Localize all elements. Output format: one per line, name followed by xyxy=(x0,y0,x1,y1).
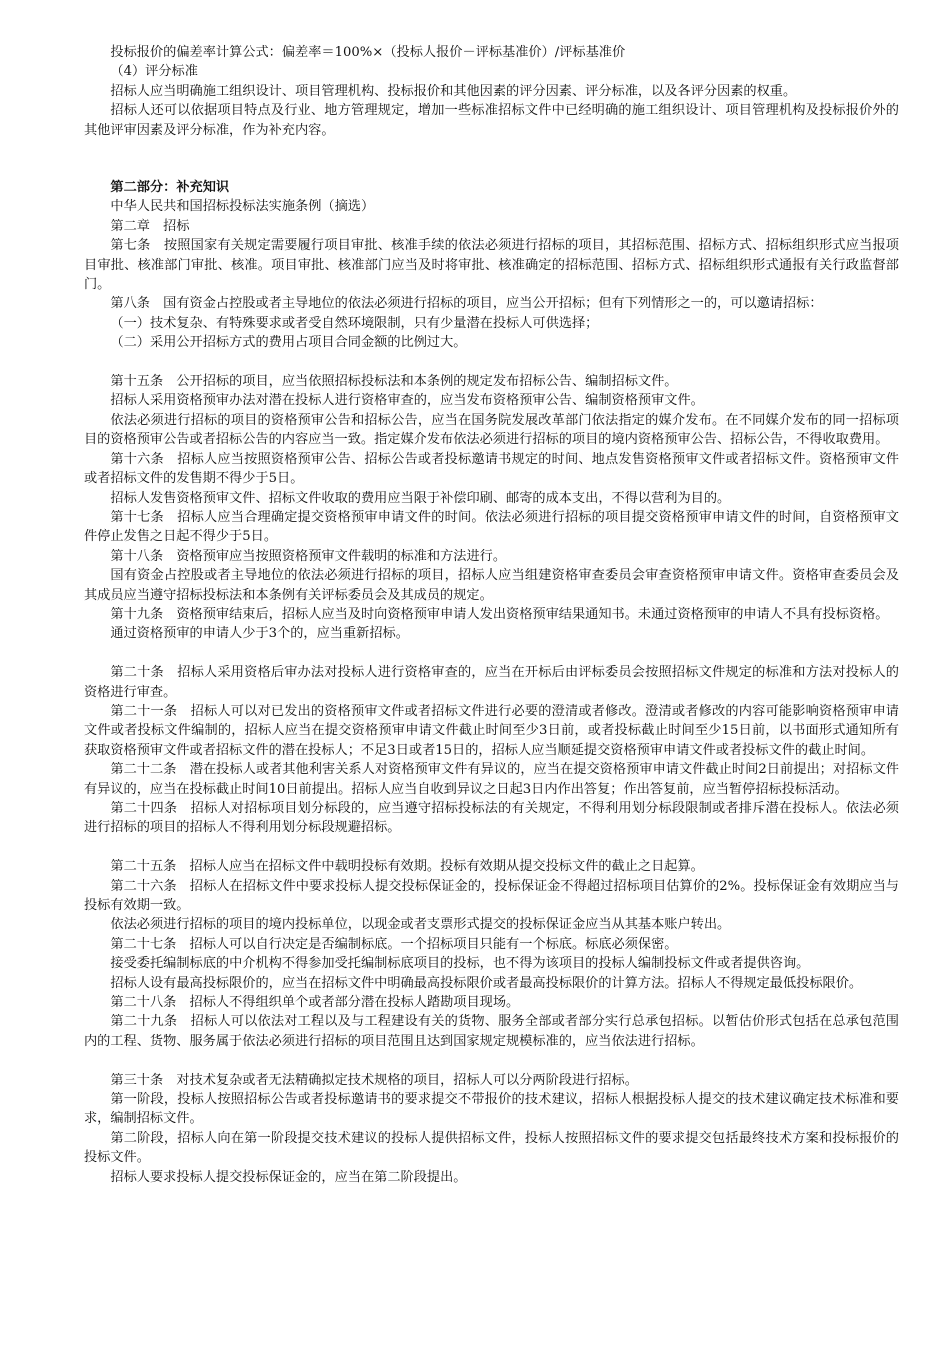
spacer xyxy=(84,1051,899,1070)
article-22: 第二十二条 潜在投标人或者其他利害关系人对资格预审文件有异议的，应当在提交资格预审申请文件截止时间2日前提出；对招标文件有异议的，应当在投标截止时间10日前提出。招标人应当自收到异议之日起3日内作出答复；作出答复前，应当暂停招标投标活动。 xyxy=(84,762,899,797)
article-8-item-2: （二）采用公开招标方式的费用占项目合同金额的比例过大。 xyxy=(110,335,467,351)
article-15: 第十五条 公开招标的项目，应当依照招标投标法和本条例的规定发布招标公告、编制招标文件。 xyxy=(110,374,678,390)
article-25: 第二十五条 招标人应当在招标文件中载明投标有效期。投标有效期从提交投标文件的截止之日起算。 xyxy=(110,859,704,875)
paragraph: 依法必须进行招标的项目的境内投标单位，以现金或者支票形式提交的投标保证金应当从其基本账户转出。 xyxy=(110,917,731,933)
paragraph: 招标人还可以依据项目特点及行业、地方管理规定，增加一些标准招标文件中已经明确的施工组织设计、项目管理机构及投标报价外的其他评审因素及评分标准，作为补充内容。 xyxy=(84,103,899,138)
section-heading: 第二部分：补充知识 xyxy=(110,180,230,196)
paragraph: 招标人采用资格预审办法对潜在投标人进行资格审查的，应当发布资格预审公告、编制资格预审文件。 xyxy=(110,393,704,409)
paragraph: 招标人设有最高投标限价的，应当在招标文件中明确最高投标限价或者最高投标限价的计算方法。招标人不得规定最低投标限价。 xyxy=(110,975,863,991)
spacer xyxy=(84,353,899,372)
spacer xyxy=(84,140,899,178)
paragraph: 第二阶段，招标人向在第一阶段提交技术建议的投标人提供招标文件，投标人按照招标文件的要求提交包括最终技术方案和投标报价的投标文件。 xyxy=(84,1130,899,1166)
article-8: 第八条 国有资金占控股或者主导地位的依法必须进行招标的项目，应当公开招标；但有下列情形之一的，可以邀请招标： xyxy=(110,296,823,312)
paragraph: 通过资格预审的申请人少于3个的，应当重新招标。 xyxy=(110,626,409,642)
article-18: 第十八条 资格预审应当按照资格预审文件载明的标准和方法进行。 xyxy=(110,548,507,564)
paragraph: 招标人应当明确施工组织设计、项目管理机构、投标报价和其他因素的评分因素、评分标准，以及各评分因素的权重。 xyxy=(110,83,797,99)
paragraph: 投标报价的偏差率计算公式：偏差率＝100%×（投标人报价－评标基准价）/评标基准价 xyxy=(110,45,626,60)
paragraph: 招标人要求投标人提交投标保证金的，应当在第二阶段提出。 xyxy=(110,1169,467,1185)
chapter-title: 第二章 招标 xyxy=(110,218,190,234)
article-20: 第二十条 招标人采用资格后审办法对投标人进行资格审查的，应当在开标后由评标委员会按照招标文件规定的标准和方法对投标人的资格进行审查。 xyxy=(84,665,899,700)
article-24: 第二十四条 招标人对招标项目划分标段的，应当遵守招标投标法的有关规定，不得利用划分标段限制或者排斥潜在投标人。依法必须进行招标的项目的招标人不得利用划分标段规避招标。 xyxy=(84,801,899,836)
paragraph: 接受委托编制标底的中介机构不得参加受托编制标底项目的投标，也不得为该项目的投标人编制投标文件或者提供咨询。 xyxy=(110,956,810,972)
article-19: 第十九条 资格预审结束后，招标人应当及时向资格预审申请人发出资格预审结果通知书。未通过资格预审的申请人不具有投标资格。 xyxy=(110,606,889,622)
article-26: 第二十六条 招标人在招标文件中要求投标人提交投标保证金的，投标保证金不得超过招标项目估算价的2%。投标保证金有效期应当与投标有效期一致。 xyxy=(84,878,899,914)
article-30: 第三十条 对技术复杂或者无法精确拟定技术规格的项目，招标人可以分两阶段进行招标。 xyxy=(110,1072,638,1088)
spacer xyxy=(84,838,899,857)
document-page xyxy=(84,43,899,1187)
article-28: 第二十八条 招标人不得组织单个或者部分潜在投标人踏勘项目现场。 xyxy=(110,995,520,1011)
paragraph: （4）评分标准 xyxy=(110,64,198,80)
article-8-item-1: （一）技术复杂、有特殊要求或者受自然环境限制，只有少量潜在投标人可供选择； xyxy=(110,315,599,331)
section-subtitle: 中华人民共和国招标投标法实施条例（摘选） xyxy=(110,199,375,215)
article-17: 第十七条 招标人应当合理确定提交资格预审申请文件的时间。依法必须进行招标的项目提交资格预审申请文件的时间，自资格预审文件停止发售之日起不得少于5日。 xyxy=(84,509,899,545)
article-21: 第二十一条 招标人可以对已发出的资格预审文件或者招标文件进行必要的澄清或者修改。澄清或者修改的内容可能影响资格预审申请文件或者投标文件编制的，招标人应当在提交资格预审申请文件截止时间至少3日前，或者投标截止时间至少15日前，以书面形式通知所有获取资格预审文件或者招标文件的潜在投标人；不足3日或者15日的，招标人应当顺延提交资格预审申请文件或者投标文件的截止时间。 xyxy=(84,703,899,758)
paragraph: 第一阶段，投标人按照招标公告或者投标邀请书的要求提交不带报价的技术建议，招标人根据投标人提交的技术建议确定技术标准和要求，编制招标文件。 xyxy=(84,1092,899,1127)
paragraph: 依法必须进行招标的项目的资格预审公告和招标公告，应当在国务院发展改革部门依法指定的媒介发布。在不同媒介发布的同一招标项目的资格预审公告或者招标公告的内容应当一致。指定媒介发布依法必须进行招标的项目的境内资格预审公告、招标公告，不得收取费用。 xyxy=(84,412,899,448)
article-16: 第十六条 招标人应当按照资格预审公告、招标公告或者投标邀请书规定的时间、地点发售资格预审文件或者招标文件。资格预审文件或者招标文件的发售期不得少于5日。 xyxy=(84,451,899,487)
article-29: 第二十九条 招标人可以依法对工程以及与工程建设有关的货物、服务全部或者部分实行总承包招标。以暂估价形式包括在总承包范围内的工程、货物、服务属于依法必须进行招标的项目范围且达到国家规定规模标准的，应当依法进行招标。 xyxy=(84,1014,899,1049)
article-27: 第二十七条 招标人可以自行决定是否编制标底。一个招标项目只能有一个标底。标底必须保密。 xyxy=(110,936,678,952)
paragraph: 招标人发售资格预审文件、招标文件收取的费用应当限于补偿印刷、邮寄的成本支出，不得以营利为目的。 xyxy=(110,490,731,506)
article-7: 第七条 按照国家有关规定需要履行项目审批、核准手续的依法必须进行招标的项目，其招标范围、招标方式、招标组织形式应当报项目审批、核准部门审批、核准。项目审批、核准部门应当及时将审批、核准确定的招标范围、招标方式、招标组织形式通报有关行政监督部门。 xyxy=(84,238,899,293)
spacer xyxy=(84,644,899,663)
paragraph: 国有资金占控股或者主导地位的依法必须进行招标的项目，招标人应当组建资格审查委员会审查资格预审申请文件。资格审查委员会及其成员应当遵守招标投标法和本条例有关评标委员会及其成员的规定。 xyxy=(84,568,899,603)
